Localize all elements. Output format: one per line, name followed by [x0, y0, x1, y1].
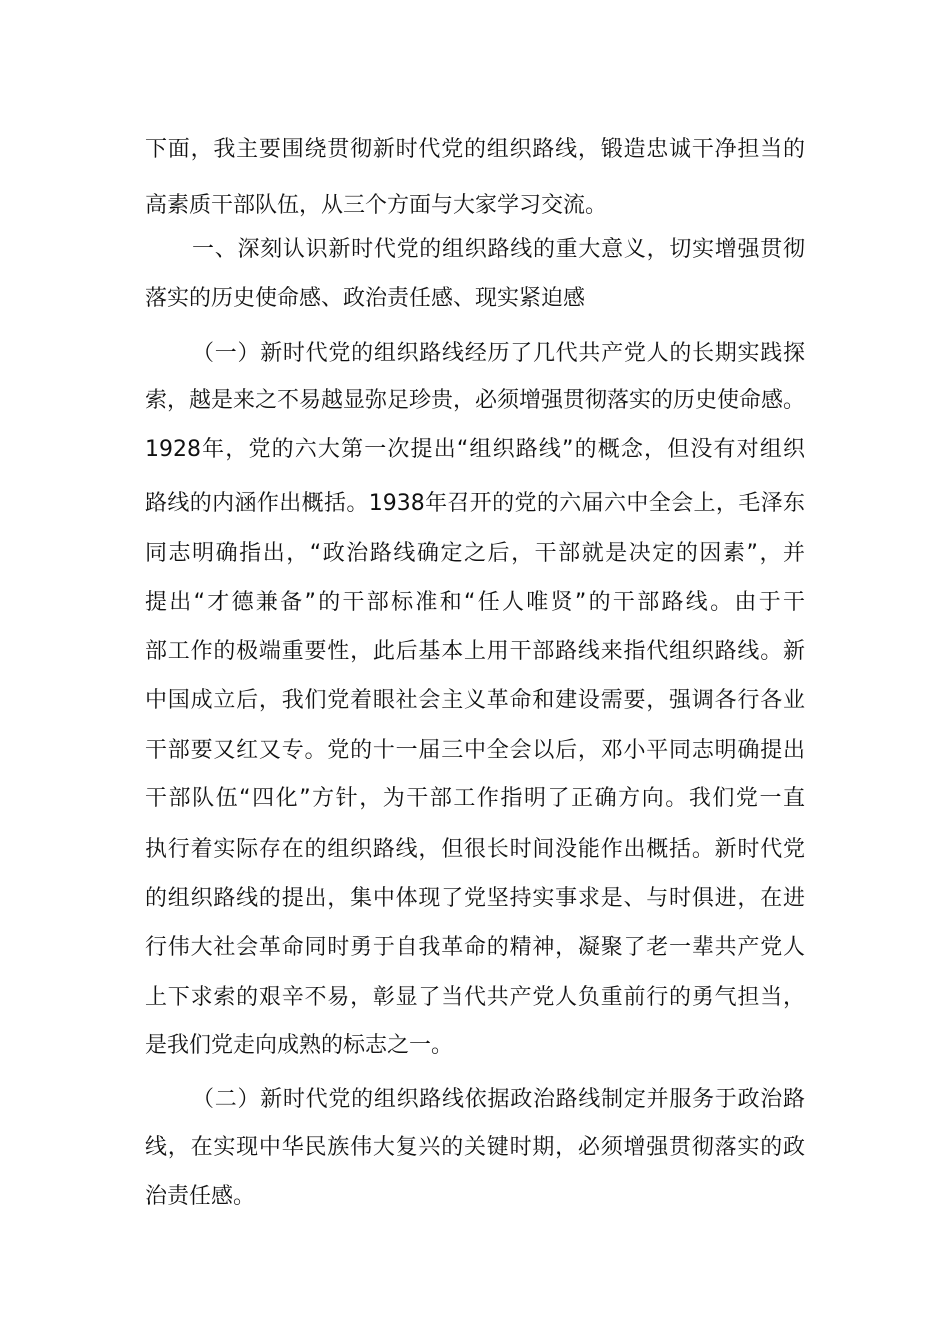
paragraph-line: 下面，我主要围绕贯彻新时代党的组织路线，锻造忠诚干净担当的	[145, 137, 805, 162]
section-heading-line: 落实的历史使命感、政治责任感、现实紧迫感	[145, 286, 586, 311]
paragraph-line: 执行着实际存在的组织路线，但很长时间没能作出概括。新时代党	[145, 837, 805, 862]
paragraph-line: 索，越是来之不易越显弥足珍贵，必须增强贯彻落实的历史使命感。	[145, 388, 806, 413]
paragraph-line: 高素质干部队伍，从三个方面与大家学习交流。	[145, 193, 608, 218]
paragraph-line: 行伟大社会革命同时勇于自我革命的精神，凝聚了老一辈共产党人	[145, 935, 805, 960]
section-heading-line: 一、深刻认识新时代党的组织路线的重大意义，切实增强贯彻	[192, 237, 805, 262]
paragraph-line: 上下求索的艰辛不易，彰显了当代共产党人负重前行的勇气担当，	[145, 985, 805, 1010]
paragraph-line: 1928年，党的六大第一次提出“组织路线”的概念，但没有对组织	[145, 437, 805, 462]
paragraph-line: 干部要又红又专。党的十一届三中全会以后，邓小平同志明确提出	[145, 738, 805, 763]
paragraph-line: （一）新时代党的组织路线经历了几代共产党人的长期实践探	[192, 341, 805, 366]
paragraph-line: 路线的内涵作出概括。1938年召开的党的六届六中全会上，毛泽东	[145, 491, 805, 516]
paragraph-line: 部工作的极端重要性，此后基本上用干部路线来指代组织路线。新	[145, 639, 805, 664]
paragraph-line: 治责任感。	[145, 1184, 256, 1209]
paragraph-line: 线，在实现中华民族伟大复兴的关键时期，必须增强贯彻落实的政	[145, 1135, 805, 1160]
paragraph-line: 提出“才德兼备”的干部标准和“任人唯贤”的干部路线。由于干	[145, 590, 805, 615]
paragraph-line: 中国成立后，我们党着眼社会主义革命和建设需要，强调各行各业	[145, 688, 805, 713]
paragraph-line: 的组织路线的提出，集中体现了党坚持实事求是、与时俱进，在进	[145, 886, 805, 911]
paragraph-line: （二）新时代党的组织路线依据政治路线制定并服务于政治路	[192, 1087, 805, 1112]
paragraph-line: 是我们党走向成熟的标志之一。	[145, 1033, 454, 1058]
paragraph-line: 干部队伍“四化”方针，为干部工作指明了正确方向。我们党一直	[145, 786, 805, 811]
paragraph-line: 同志明确指出，“政治路线确定之后，干部就是决定的因素”，并	[145, 541, 805, 566]
